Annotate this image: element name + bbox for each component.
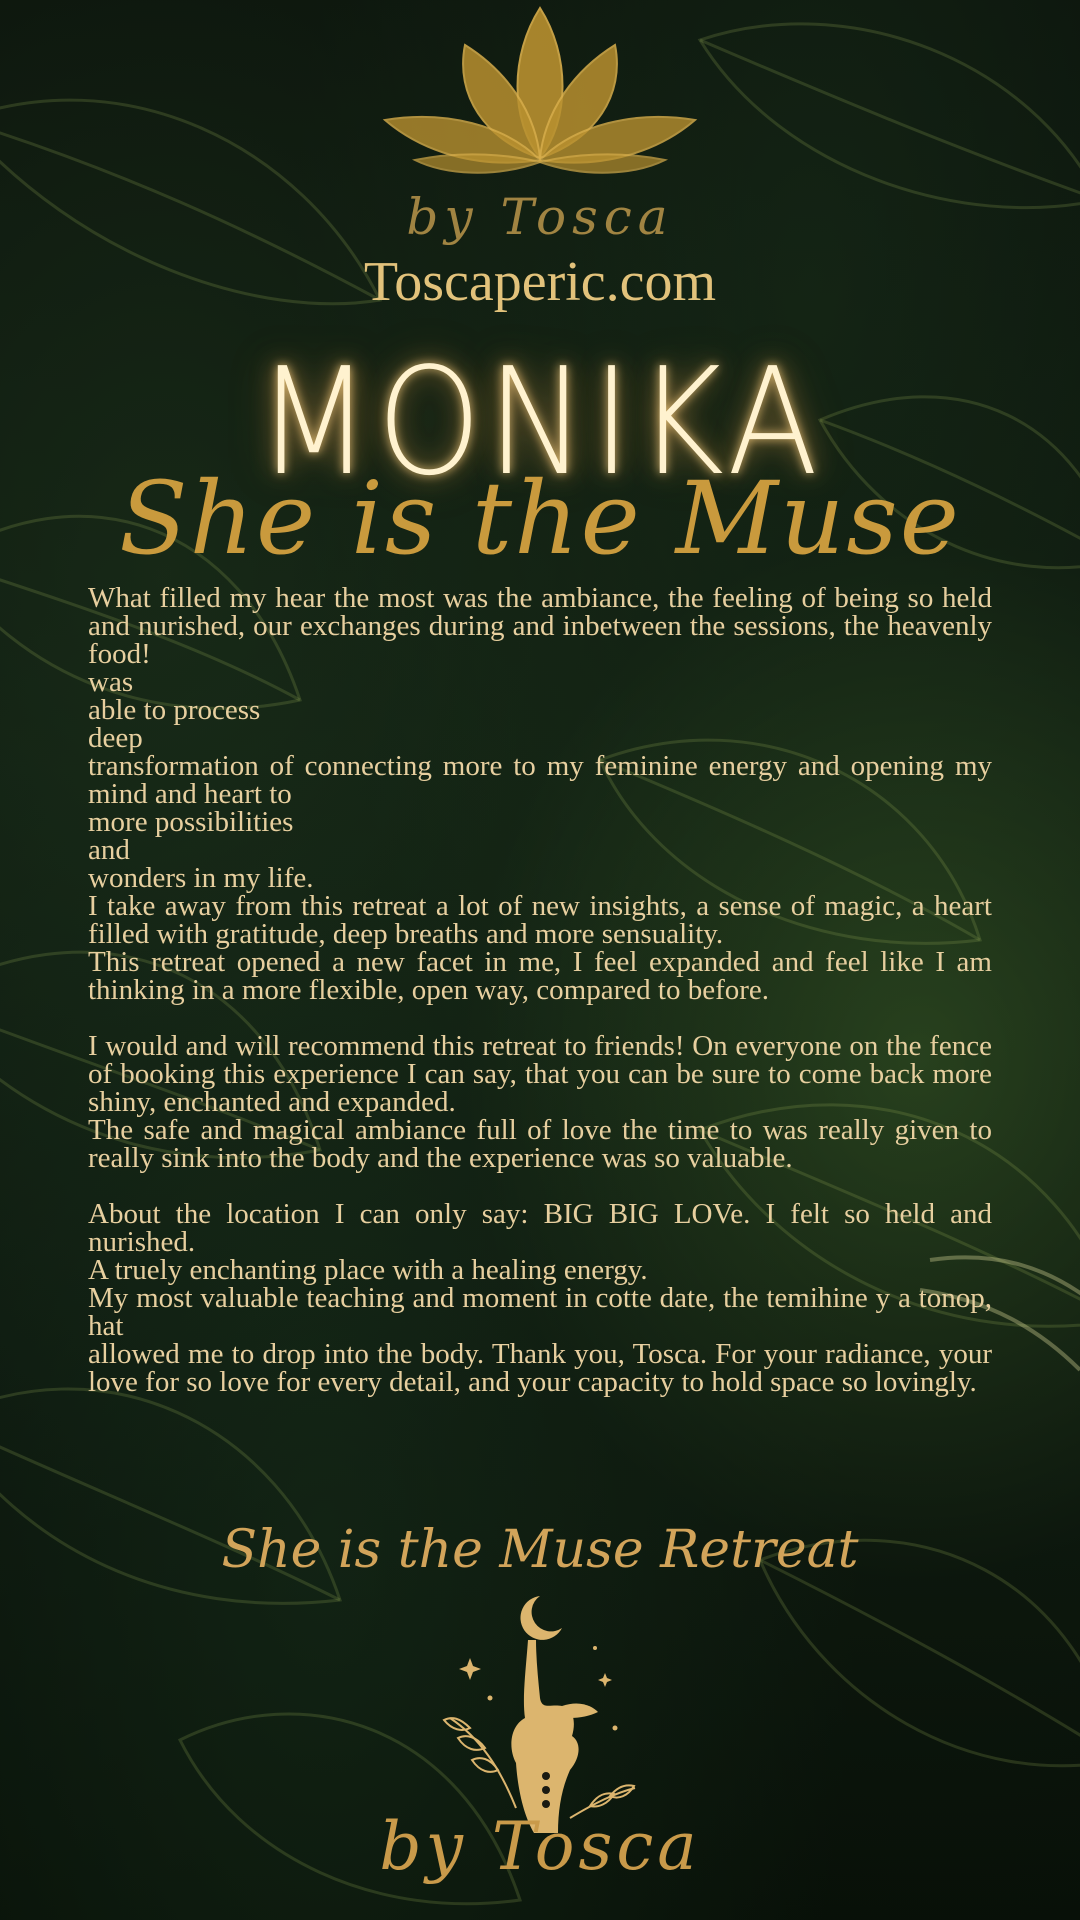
- retreat-title: She is the Muse Retreat: [221, 1520, 859, 1580]
- testimonial-line: was: [88, 666, 134, 698]
- lotus-icon: [375, 0, 705, 190]
- testimonial-line: The safe and magical ambiance full of love the time to was really given to really sink into the body and the experience was so valuable.: [88, 1114, 992, 1174]
- testimonial-line: I would and will recommend this retreat to friends! On everyone on the fence of booking this experience I can say, that you can be sure to come back more shiny, enchanted and expanded.: [88, 1030, 992, 1118]
- testimonial-line: allowed me to drop into the body. Thank you, Tosca. For your radiance, your love for so love for every detail, and your capacity to hold space so lovingly.: [88, 1338, 992, 1398]
- by-tosca-signature-bottom: by Tosca: [379, 1808, 701, 1885]
- testimonial-line: I take away from this retreat a lot of new insights, a sense of magic, a heart filled with gratitude, deep breaths and more sensuality.: [88, 890, 992, 950]
- by-tosca-signature-top: by Tosca: [406, 188, 674, 246]
- testimonial-text: [88, 584, 992, 1396]
- she-is-the-muse-title: She is the Muse: [119, 460, 961, 577]
- testimonial-line: About the location I can only say: BIG BIG LOVe. I felt so held and nurished.: [88, 1198, 992, 1258]
- testimonial-line: and: [88, 834, 130, 866]
- testimonial-line: deep: [88, 722, 143, 754]
- testimonial-line: more possibilities: [88, 806, 294, 838]
- testimonial-line: A truely enchanting place with a healing energy.: [88, 1254, 648, 1286]
- testimonial-line: What filled my hear the most was the ambiance, the feeling of being so held and nurished, our exchanges during and inbetween the sessions, the heavenly food!: [88, 582, 992, 670]
- website-link[interactable]: Toscaperic.com: [363, 251, 717, 313]
- testimonial-line: able to process: [88, 694, 261, 726]
- testimonial-line: This retreat opened a new facet in me, I feel expanded and feel like I am thinking in a more flexible, open way, compared to before.: [88, 946, 992, 1006]
- testimonial-line: My most valuable teaching and moment in cotte date, the temihine y a tonop, hat: [88, 1282, 992, 1342]
- testimonial-line: transformation of connecting more to my feminine energy and opening my mind and heart to: [88, 750, 992, 810]
- client-name-heading: MONIKA: [256, 336, 824, 508]
- testimonial-line: wonders in my life.: [88, 862, 314, 894]
- moon-hand-icon: [430, 1588, 650, 1838]
